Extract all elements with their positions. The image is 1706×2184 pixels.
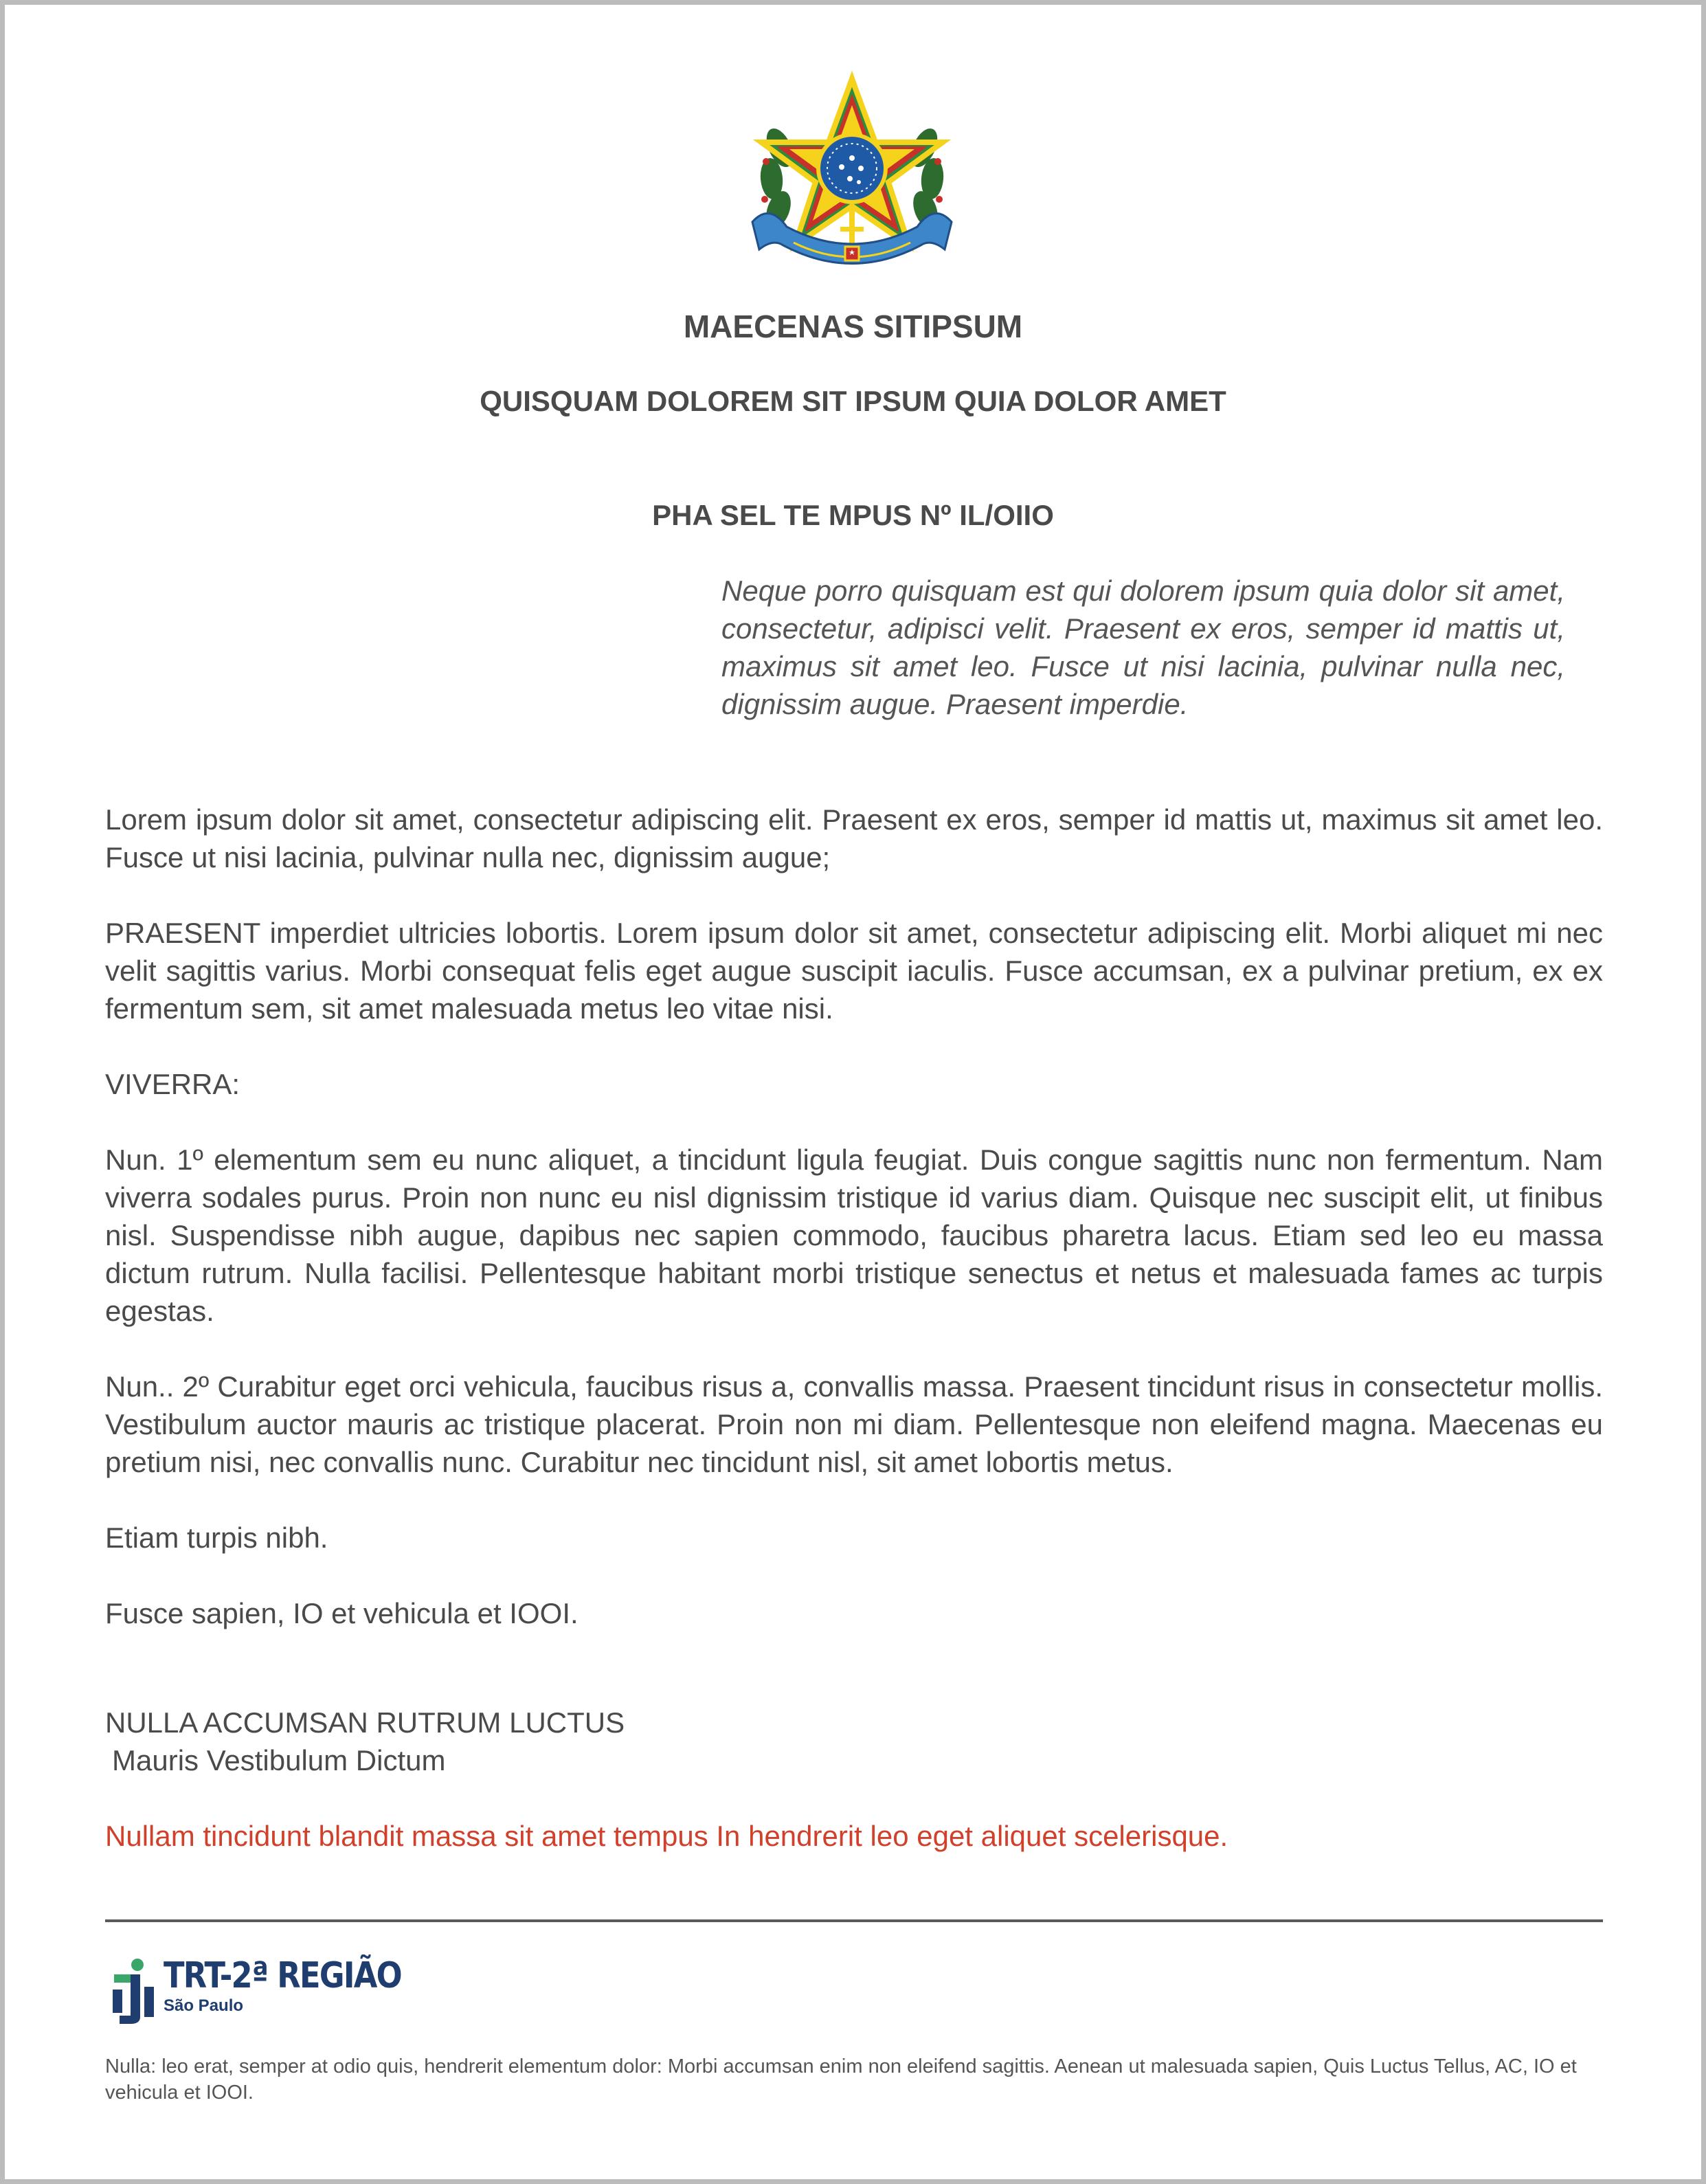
paragraph-1: Lorem ipsum dolor sit amet, consectetur adipiscing elit. Praesent ex eros, semper id mattis ut, maximus sit amet leo. Fusce ut nisi lacinia, pulvinar nulla nec, dignissim augue; — [105, 803, 1603, 873]
document-number: PHA SEL TE MPUS Nº IL/OIIO — [652, 499, 1054, 531]
brazil-coat-of-arms-icon — [745, 65, 958, 278]
ementa-summary: Neque porro quisquam est qui dolorem ipsum quia dolor sit amet, consectetur, adipisci velit. Praesent ex eros, semper id mattis ut, maximus sit amet leo. Fusce ut nisi lacinia, pulvinar nulla nec, dignissim augue. Praesent imperdie. — [721, 575, 1565, 720]
article-1: Nun. 1º elementum sem eu nunc aliquet, a tincidunt ligula feugiat. Duis congue sagittis nunc non fermentum. Nam viverra sodales purus. Proin non nunc eu nisl dignissim tristique id varius diam. Quisque nec suscipit elit, ut finibus nisl. Suspendisse nibh augue, dapibus nec sapien commodo, faucibus pharetra lacus. Etiam sed leo eu massa dictum rutrum. Nulla facilisi. Pellentesque habitant morbi tristique senectus et netus et malesuada fames ac turpis egestas. — [105, 1144, 1603, 1327]
footer-address: Nulla: leo erat, semper at odio quis, hendrerit elementum dolor: Morbi accumsan enim non eleifend sagittis. Aenean ut malesuada sapien, Quis Luctus Tellus, AC, IO et vehicula et IOOI. — [105, 2055, 1577, 2104]
trt2-logo — [110, 1955, 399, 2031]
paragraph-date: Fusce sapien, IO et vehicula et IOOI. — [105, 1597, 579, 1629]
article-2: Nun.. 2º Curabitur eget orci vehicula, faucibus risus a, convallis massa. Praesent tincidunt risus in consectetur mollis. Vestibulum auctor mauris ac tristique placerat. Proin non mi diam. Pellentesque non eleifend magna. Maecenas eu pretium nisi, nec convallis nunc. Curabitur nec tincidunt nisl, sit amet lobortis metus. — [105, 1370, 1603, 1478]
document-title: MAECENAS SITIPSUM — [683, 309, 1023, 344]
logo-subtitle: São Paulo — [164, 1996, 244, 2015]
trt2-figure-icon — [110, 1955, 158, 2031]
signatory-name: NULLA ACCUMSAN RUTRUM LUCTUS — [105, 1706, 625, 1739]
highlight-note: Nullam tincidunt blandit massa sit amet tempus In hendrerit leo eget aliquet scelerisque. — [105, 1820, 1228, 1852]
paragraph-2: PRAESENT imperdiet ultricies lobortis. Lorem ipsum dolor sit amet, consectetur adipiscing elit. Morbi aliquet mi nec velit sagittis varius. Morbi consequat felis eget augue suscipit iaculis. Fusce accumsan, ex a pulvinar pretium, ex ex fermentum sem, sit amet malesuada metus leo vitae nisi. — [105, 917, 1603, 1025]
document-subtitle: QUISQUAM DOLOREM SIT IPSUM QUIA DOLOR AMET — [480, 385, 1226, 417]
section-heading: VIVERRA: — [105, 1068, 240, 1100]
signatory-role: Mauris Vestibulum Dictum — [112, 1744, 446, 1776]
logo-name: TRT-2ª REGIÃO — [164, 1955, 401, 1996]
paragraph-closing: Etiam turpis nibh. — [105, 1522, 328, 1554]
footer-divider — [105, 1919, 1603, 1922]
